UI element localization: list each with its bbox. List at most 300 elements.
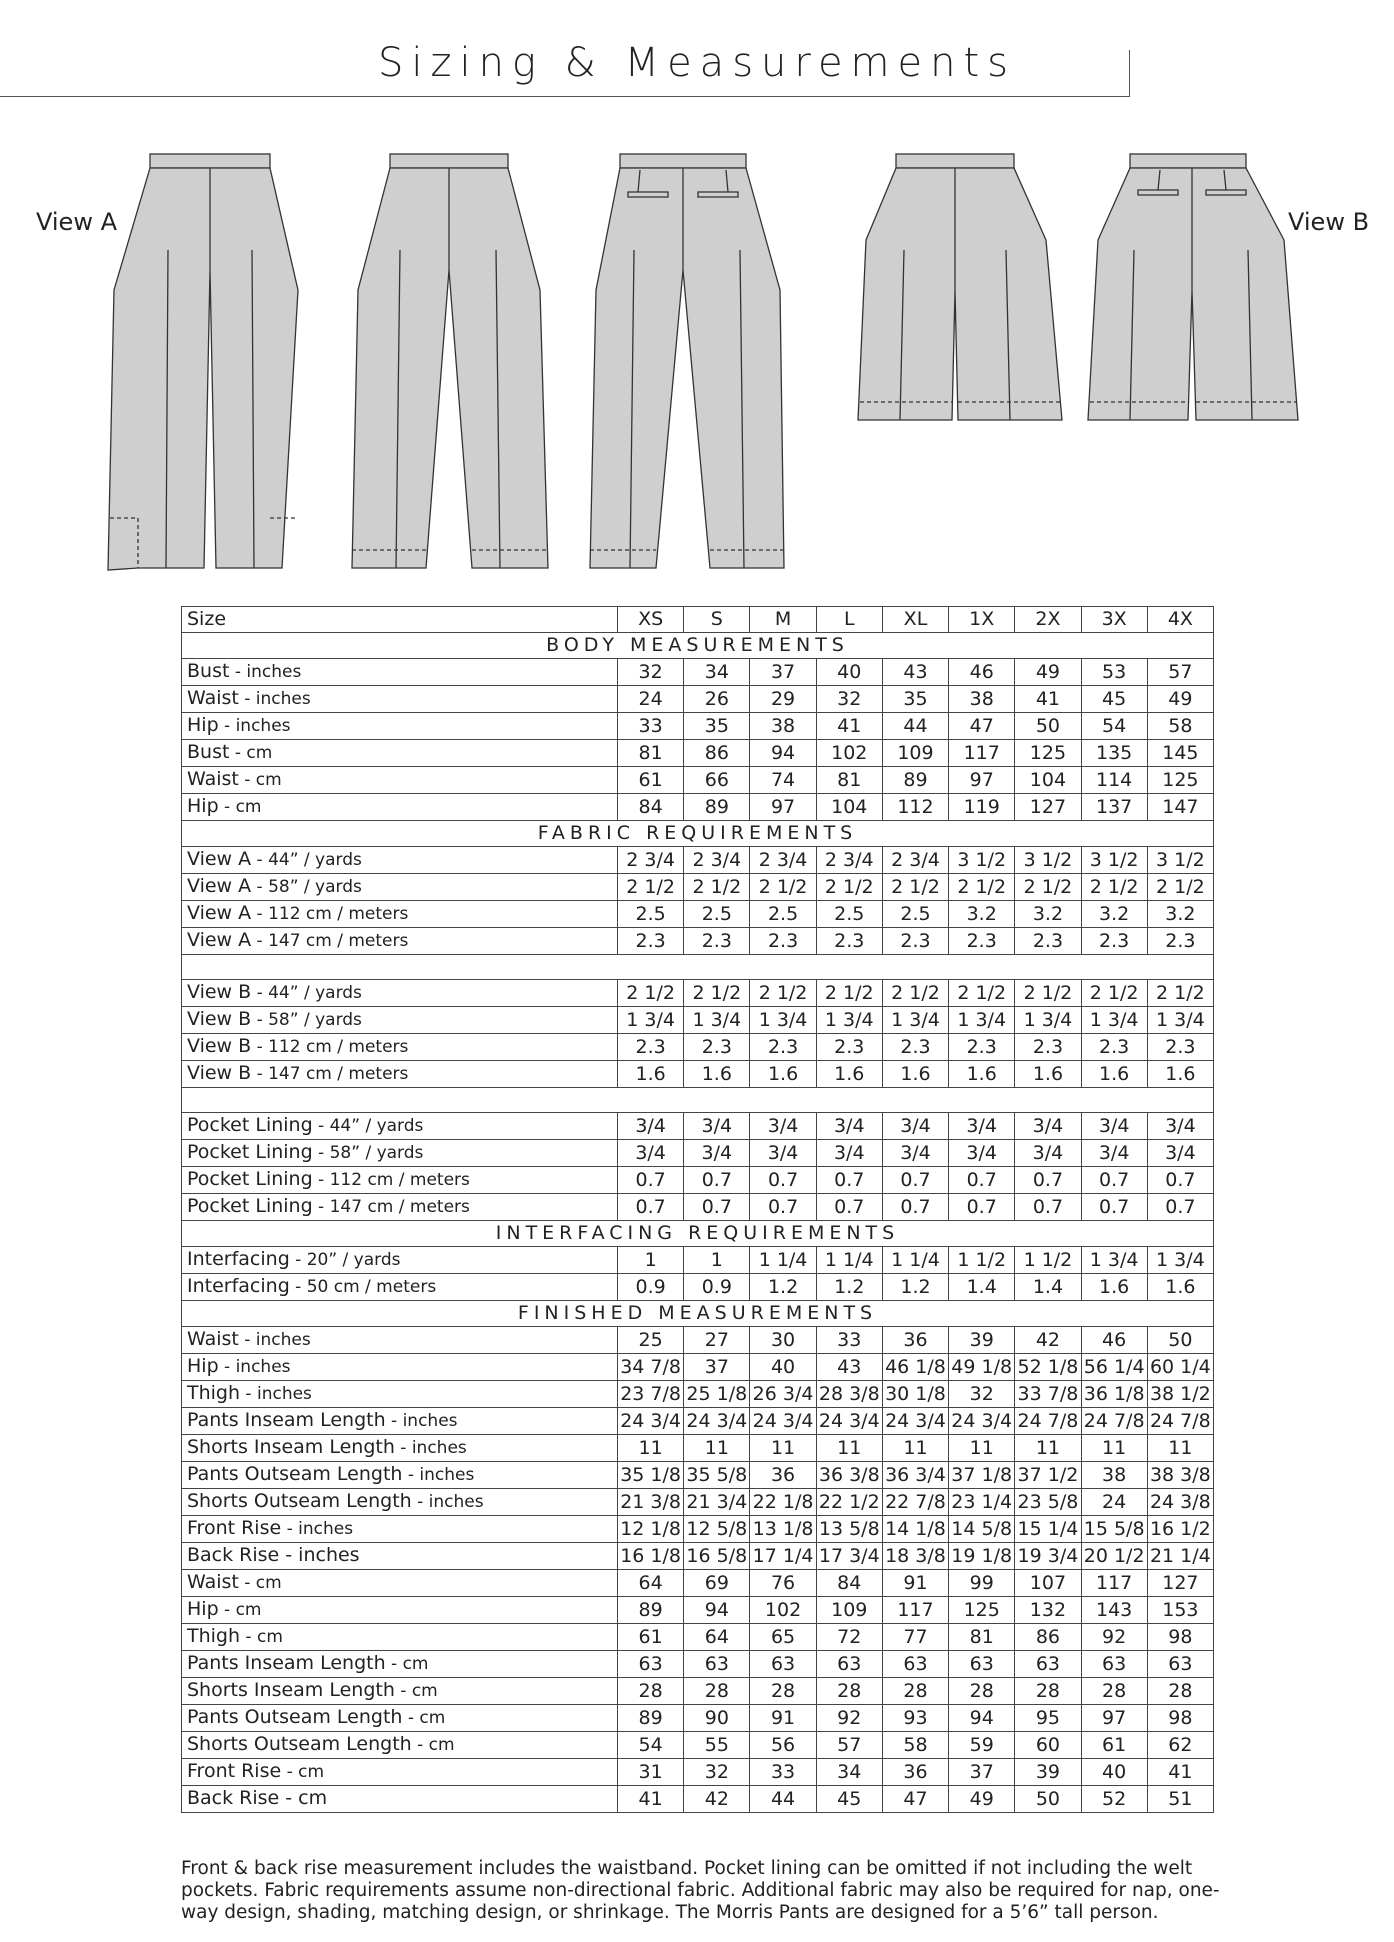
value-cell: 0.7	[1015, 1194, 1081, 1221]
view-a-front-pants-drawing	[108, 154, 298, 570]
row-label-text: View A	[187, 848, 252, 870]
value-cell: 2 1/2	[1081, 874, 1147, 901]
row-label-text: Hip	[187, 1598, 219, 1620]
value-cell: 19 1/8	[949, 1543, 1015, 1570]
value-cell: 1 3/4	[1147, 1007, 1213, 1034]
row-label-unit: - 112 cm / meters	[312, 1170, 470, 1190]
table-row	[182, 1651, 1214, 1678]
value-cell: 0.7	[750, 1167, 816, 1194]
value-cell: 57	[1147, 659, 1213, 686]
value-cell: 91	[882, 1570, 948, 1597]
value-cell: 3/4	[684, 1140, 750, 1167]
value-cell: 50	[1147, 1327, 1213, 1354]
value-cell: 1.6	[1147, 1061, 1213, 1088]
row-label	[182, 901, 618, 928]
row-label	[182, 686, 618, 713]
value-cell: 0.7	[618, 1194, 684, 1221]
value-cell: 38 1/2	[1147, 1381, 1213, 1408]
value-cell: 36 3/4	[882, 1462, 948, 1489]
value-cell: 102	[816, 740, 882, 767]
value-cell: 76	[750, 1570, 816, 1597]
row-label-text: Back Rise - inches	[187, 1544, 360, 1566]
value-cell: 104	[816, 794, 882, 821]
row-label-text: View B	[187, 1062, 252, 1084]
value-cell: 63	[882, 1651, 948, 1678]
value-cell: 35 1/8	[618, 1462, 684, 1489]
value-cell: 17 1/4	[750, 1543, 816, 1570]
value-cell: 11	[750, 1435, 816, 1462]
view-b-back-shorts-drawing	[1088, 154, 1298, 420]
value-cell: 40	[750, 1354, 816, 1381]
value-cell: 1.2	[750, 1274, 816, 1301]
value-cell: 34	[816, 1759, 882, 1786]
row-label-text: Bust	[187, 660, 230, 682]
table-row	[182, 659, 1214, 686]
value-cell: 33	[816, 1327, 882, 1354]
value-cell: 1.6	[882, 1061, 948, 1088]
spacer-row	[182, 955, 1214, 980]
row-label-text: Shorts Inseam Length	[187, 1679, 395, 1701]
row-label-text: Hip	[187, 1355, 219, 1377]
value-cell: 2.3	[949, 928, 1015, 955]
table-row	[182, 1516, 1214, 1543]
value-cell: 1	[684, 1247, 750, 1274]
value-cell: 84	[618, 794, 684, 821]
value-cell: 1.6	[1147, 1274, 1213, 1301]
row-label-text: Pocket Lining	[187, 1114, 313, 1136]
value-cell: 2 3/4	[684, 847, 750, 874]
row-label-unit: - inches	[238, 1330, 311, 1350]
row-label-text: View A	[187, 902, 252, 924]
value-cell: 21 1/4	[1147, 1543, 1213, 1570]
value-cell: 64	[684, 1624, 750, 1651]
value-cell: 59	[949, 1732, 1015, 1759]
value-cell: 2 1/2	[750, 874, 816, 901]
value-cell: 28	[618, 1678, 684, 1705]
value-cell: 61	[618, 767, 684, 794]
value-cell: 35	[882, 686, 948, 713]
row-label-unit: - cm	[281, 1762, 325, 1782]
table-row	[182, 1435, 1214, 1462]
table-row	[182, 1113, 1214, 1140]
value-cell: 66	[684, 767, 750, 794]
value-cell: 1.6	[618, 1061, 684, 1088]
value-cell: 63	[684, 1651, 750, 1678]
value-cell: 46	[949, 659, 1015, 686]
row-label-text: View A	[187, 875, 252, 897]
value-cell: 2 1/2	[1081, 980, 1147, 1007]
value-cell: 0.7	[684, 1167, 750, 1194]
size-chart	[181, 606, 1214, 1813]
value-cell: 0.7	[684, 1194, 750, 1221]
value-cell: 24	[618, 686, 684, 713]
value-cell: 145	[1147, 740, 1213, 767]
value-cell: 36	[750, 1462, 816, 1489]
value-cell: 39	[1015, 1759, 1081, 1786]
value-cell: 49	[1147, 686, 1213, 713]
value-cell: 41	[1015, 686, 1081, 713]
value-cell: 50	[1015, 1786, 1081, 1813]
value-cell: 114	[1081, 767, 1147, 794]
value-cell: 3/4	[816, 1140, 882, 1167]
value-cell: 61	[1081, 1732, 1147, 1759]
row-label-text: Pants Inseam Length	[187, 1652, 386, 1674]
value-cell: 98	[1147, 1624, 1213, 1651]
value-cell: 2.5	[750, 901, 816, 928]
value-cell: 35 5/8	[684, 1462, 750, 1489]
section-heading: BODY MEASUREMENTS	[182, 633, 1214, 659]
size-column-header: L	[816, 607, 882, 633]
value-cell: 2.3	[1081, 1034, 1147, 1061]
value-cell: 11	[882, 1435, 948, 1462]
value-cell: 54	[1081, 713, 1147, 740]
value-cell: 2 1/2	[949, 874, 1015, 901]
value-cell: 2.3	[684, 1034, 750, 1061]
value-cell: 3/4	[618, 1113, 684, 1140]
section-heading: INTERFACING REQUIREMENTS	[182, 1221, 1214, 1247]
value-cell: 39	[949, 1327, 1015, 1354]
value-cell: 41	[618, 1786, 684, 1813]
row-label-text: Pants Outseam Length	[187, 1463, 403, 1485]
value-cell: 40	[1081, 1759, 1147, 1786]
value-cell: 38 3/8	[1147, 1462, 1213, 1489]
size-header-cell: Size	[182, 607, 618, 633]
value-cell: 37	[684, 1354, 750, 1381]
row-label	[182, 980, 618, 1007]
value-cell: 47	[882, 1786, 948, 1813]
row-label	[182, 1113, 618, 1140]
value-cell: 81	[618, 740, 684, 767]
value-cell: 74	[750, 767, 816, 794]
row-label-text: Pocket Lining	[187, 1195, 313, 1217]
value-cell: 30	[750, 1327, 816, 1354]
view-a-back-welt-pants-drawing	[590, 154, 784, 568]
table-row	[182, 980, 1214, 1007]
value-cell: 125	[949, 1597, 1015, 1624]
row-label	[182, 1327, 618, 1354]
value-cell: 24 3/4	[882, 1408, 948, 1435]
row-label-unit: - 58” / yards	[251, 877, 362, 897]
value-cell: 2 1/2	[618, 980, 684, 1007]
row-label	[182, 659, 618, 686]
value-cell: 2 1/2	[618, 874, 684, 901]
value-cell: 102	[750, 1597, 816, 1624]
value-cell: 65	[750, 1624, 816, 1651]
value-cell: 127	[1015, 794, 1081, 821]
value-cell: 33 7/8	[1015, 1381, 1081, 1408]
value-cell: 95	[1015, 1705, 1081, 1732]
value-cell: 2.3	[618, 928, 684, 955]
value-cell: 44	[750, 1786, 816, 1813]
value-cell: 3/4	[949, 1140, 1015, 1167]
section-heading: FABRIC REQUIREMENTS	[182, 821, 1214, 847]
value-cell: 15 1/4	[1015, 1516, 1081, 1543]
row-label-unit: - inches	[402, 1465, 475, 1485]
value-cell: 36 1/8	[1081, 1381, 1147, 1408]
value-cell: 3/4	[750, 1113, 816, 1140]
value-cell: 37	[750, 659, 816, 686]
table-row	[182, 1759, 1214, 1786]
footnote: Front & back rise measurement includes the waistband. Pocket lining can be omitted if not including the welt pockets. Fabric requirements assume non-directional fabric. Additional fabric may also be required for nap, one-way design, shading, matching design, or shrinkage. The Morris Pants are designed for a 5’6” tall person.	[181, 1858, 1220, 1923]
value-cell: 1 3/4	[1081, 1247, 1147, 1274]
row-label-text: Shorts Inseam Length	[187, 1436, 395, 1458]
table-row	[182, 1274, 1214, 1301]
value-cell: 0.7	[618, 1167, 684, 1194]
section-heading: FINISHED MEASUREMENTS	[182, 1301, 1214, 1327]
value-cell: 2.3	[750, 1034, 816, 1061]
value-cell: 49	[1015, 659, 1081, 686]
value-cell: 69	[684, 1570, 750, 1597]
value-cell: 11	[1081, 1435, 1147, 1462]
value-cell: 2.3	[750, 928, 816, 955]
value-cell: 63	[1147, 1651, 1213, 1678]
value-cell: 112	[882, 794, 948, 821]
row-label	[182, 1194, 618, 1221]
size-column-header: 3X	[1081, 607, 1147, 633]
row-label	[182, 713, 618, 740]
value-cell: 16 5/8	[684, 1543, 750, 1570]
value-cell: 3/4	[618, 1140, 684, 1167]
value-cell: 2.3	[1015, 1034, 1081, 1061]
value-cell: 24 3/4	[618, 1408, 684, 1435]
row-label-unit: - inches	[411, 1492, 484, 1512]
table-row	[182, 686, 1214, 713]
row-label-text: Interfacing	[187, 1248, 290, 1270]
value-cell: 3/4	[1147, 1140, 1213, 1167]
row-label	[182, 1061, 618, 1088]
row-label	[182, 928, 618, 955]
value-cell: 36 3/8	[816, 1462, 882, 1489]
row-label	[182, 1354, 618, 1381]
value-cell: 28	[1147, 1678, 1213, 1705]
table-row	[182, 1678, 1214, 1705]
value-cell: 77	[882, 1624, 948, 1651]
value-cell: 28	[816, 1678, 882, 1705]
value-cell: 1.2	[882, 1274, 948, 1301]
value-cell: 55	[684, 1732, 750, 1759]
value-cell: 1.6	[1015, 1061, 1081, 1088]
section-heading-row	[182, 1301, 1214, 1327]
value-cell: 1.6	[1081, 1274, 1147, 1301]
row-label-unit: - inches	[281, 1519, 354, 1539]
table-row	[182, 901, 1214, 928]
row-label-unit: - 112 cm / meters	[251, 904, 409, 924]
row-label	[182, 1408, 618, 1435]
value-cell: 32	[816, 686, 882, 713]
value-cell: 0.9	[618, 1274, 684, 1301]
value-cell: 1.6	[816, 1061, 882, 1088]
value-cell: 1.2	[816, 1274, 882, 1301]
value-cell: 2.3	[1081, 928, 1147, 955]
value-cell: 3/4	[882, 1140, 948, 1167]
value-cell: 42	[684, 1786, 750, 1813]
row-label	[182, 1034, 618, 1061]
value-cell: 52	[1081, 1786, 1147, 1813]
row-label-text: View B	[187, 1035, 252, 1057]
section-heading-row	[182, 633, 1214, 659]
value-cell: 2.5	[684, 901, 750, 928]
value-cell: 18 3/8	[882, 1543, 948, 1570]
value-cell: 2 1/2	[882, 874, 948, 901]
size-column-header: M	[750, 607, 816, 633]
value-cell: 16 1/2	[1147, 1516, 1213, 1543]
value-cell: 3.2	[1147, 901, 1213, 928]
value-cell: 125	[1015, 740, 1081, 767]
value-cell: 56 1/4	[1081, 1354, 1147, 1381]
value-cell: 57	[816, 1732, 882, 1759]
value-cell: 30 1/8	[882, 1381, 948, 1408]
row-label	[182, 1167, 618, 1194]
value-cell: 1 3/4	[816, 1007, 882, 1034]
row-label-unit: - inches	[385, 1411, 458, 1431]
row-label-unit: - cm	[218, 797, 262, 817]
value-cell: 46 1/8	[882, 1354, 948, 1381]
value-cell: 28	[1081, 1678, 1147, 1705]
table-row	[182, 1570, 1214, 1597]
value-cell: 24 7/8	[1081, 1408, 1147, 1435]
size-column-header: 1X	[949, 607, 1015, 633]
row-label-unit: - 147 cm / meters	[251, 1064, 409, 1084]
row-label-unit: - 50 cm / meters	[289, 1277, 437, 1297]
value-cell: 99	[949, 1570, 1015, 1597]
table-row	[182, 1705, 1214, 1732]
value-cell: 3/4	[750, 1140, 816, 1167]
size-chart-table	[181, 606, 1214, 1813]
table-row	[182, 1786, 1214, 1813]
row-label-text: Interfacing	[187, 1275, 290, 1297]
value-cell: 2.5	[882, 901, 948, 928]
row-label	[182, 1247, 618, 1274]
row-label-unit: - inches	[229, 662, 302, 682]
value-cell: 44	[882, 713, 948, 740]
value-cell: 107	[1015, 1570, 1081, 1597]
row-label-text: Shorts Outseam Length	[187, 1490, 412, 1512]
value-cell: 3/4	[949, 1113, 1015, 1140]
value-cell: 0.7	[882, 1194, 948, 1221]
row-label-unit: - 44” / yards	[251, 850, 362, 870]
size-column-header: 4X	[1147, 607, 1213, 633]
value-cell: 3/4	[684, 1113, 750, 1140]
row-label-text: Hip	[187, 714, 219, 736]
row-label-text: Front Rise	[187, 1517, 282, 1539]
value-cell: 3/4	[816, 1113, 882, 1140]
value-cell: 11	[816, 1435, 882, 1462]
table-row	[182, 847, 1214, 874]
value-cell: 24 7/8	[1015, 1408, 1081, 1435]
row-label-unit: - 58” / yards	[312, 1143, 424, 1163]
value-cell: 60 1/4	[1147, 1354, 1213, 1381]
value-cell: 2 3/4	[882, 847, 948, 874]
value-cell: 36	[882, 1759, 948, 1786]
value-cell: 90	[684, 1705, 750, 1732]
value-cell: 56	[750, 1732, 816, 1759]
value-cell: 21 3/8	[618, 1489, 684, 1516]
value-cell: 0.7	[816, 1194, 882, 1221]
value-cell: 117	[949, 740, 1015, 767]
value-cell: 97	[1081, 1705, 1147, 1732]
value-cell: 53	[1081, 659, 1147, 686]
spacer-cell	[182, 1088, 1214, 1113]
row-label	[182, 1543, 618, 1570]
value-cell: 89	[882, 767, 948, 794]
row-label-text: Bust	[187, 741, 230, 763]
value-cell: 50	[1015, 713, 1081, 740]
value-cell: 38	[949, 686, 1015, 713]
value-cell: 3 1/2	[949, 847, 1015, 874]
value-cell: 58	[1147, 713, 1213, 740]
value-cell: 28	[684, 1678, 750, 1705]
value-cell: 119	[949, 794, 1015, 821]
value-cell: 92	[816, 1705, 882, 1732]
row-label-unit: - inches	[218, 1357, 291, 1377]
table-row	[182, 1194, 1214, 1221]
value-cell: 2 1/2	[816, 980, 882, 1007]
value-cell: 20 1/2	[1081, 1543, 1147, 1570]
value-cell: 64	[618, 1570, 684, 1597]
value-cell: 49 1/8	[949, 1354, 1015, 1381]
value-cell: 28	[949, 1678, 1015, 1705]
value-cell: 26 3/4	[750, 1381, 816, 1408]
row-label	[182, 874, 618, 901]
value-cell: 49	[949, 1786, 1015, 1813]
value-cell: 12 5/8	[684, 1516, 750, 1543]
value-cell: 43	[882, 659, 948, 686]
value-cell: 1 1/4	[750, 1247, 816, 1274]
table-row	[182, 1381, 1214, 1408]
value-cell: 97	[750, 794, 816, 821]
value-cell: 2 1/2	[1015, 980, 1081, 1007]
value-cell: 153	[1147, 1597, 1213, 1624]
value-cell: 21 3/4	[684, 1489, 750, 1516]
value-cell: 127	[1147, 1570, 1213, 1597]
row-label-unit: - 112 cm / meters	[251, 1037, 409, 1057]
row-label-unit: - inches	[218, 716, 291, 736]
value-cell: 32	[618, 659, 684, 686]
table-row	[182, 794, 1214, 821]
value-cell: 52 1/8	[1015, 1354, 1081, 1381]
value-cell: 0.7	[1147, 1194, 1213, 1221]
value-cell: 13 1/8	[750, 1516, 816, 1543]
value-cell: 92	[1081, 1624, 1147, 1651]
value-cell: 11	[949, 1435, 1015, 1462]
table-row	[182, 874, 1214, 901]
table-row	[182, 1732, 1214, 1759]
value-cell: 41	[816, 713, 882, 740]
title-rule-tick	[1129, 50, 1130, 97]
spacer-row	[182, 1088, 1214, 1113]
value-cell: 147	[1147, 794, 1213, 821]
size-column-header: XS	[618, 607, 684, 633]
value-cell: 86	[1015, 1624, 1081, 1651]
value-cell: 91	[750, 1705, 816, 1732]
table-row	[182, 1167, 1214, 1194]
header-row	[182, 607, 1214, 633]
view-b-front-shorts-drawing	[858, 154, 1062, 420]
value-cell: 1	[618, 1247, 684, 1274]
row-label-unit: - cm	[238, 1573, 282, 1593]
value-cell: 25	[618, 1327, 684, 1354]
table-row	[182, 1034, 1214, 1061]
value-cell: 2.5	[618, 901, 684, 928]
value-cell: 22 1/8	[750, 1489, 816, 1516]
value-cell: 36	[882, 1327, 948, 1354]
value-cell: 23 1/4	[949, 1489, 1015, 1516]
row-label	[182, 740, 618, 767]
table-row	[182, 1061, 1214, 1088]
value-cell: 2.3	[882, 1034, 948, 1061]
value-cell: 12 1/8	[618, 1516, 684, 1543]
row-label-text: Thigh	[187, 1382, 241, 1404]
